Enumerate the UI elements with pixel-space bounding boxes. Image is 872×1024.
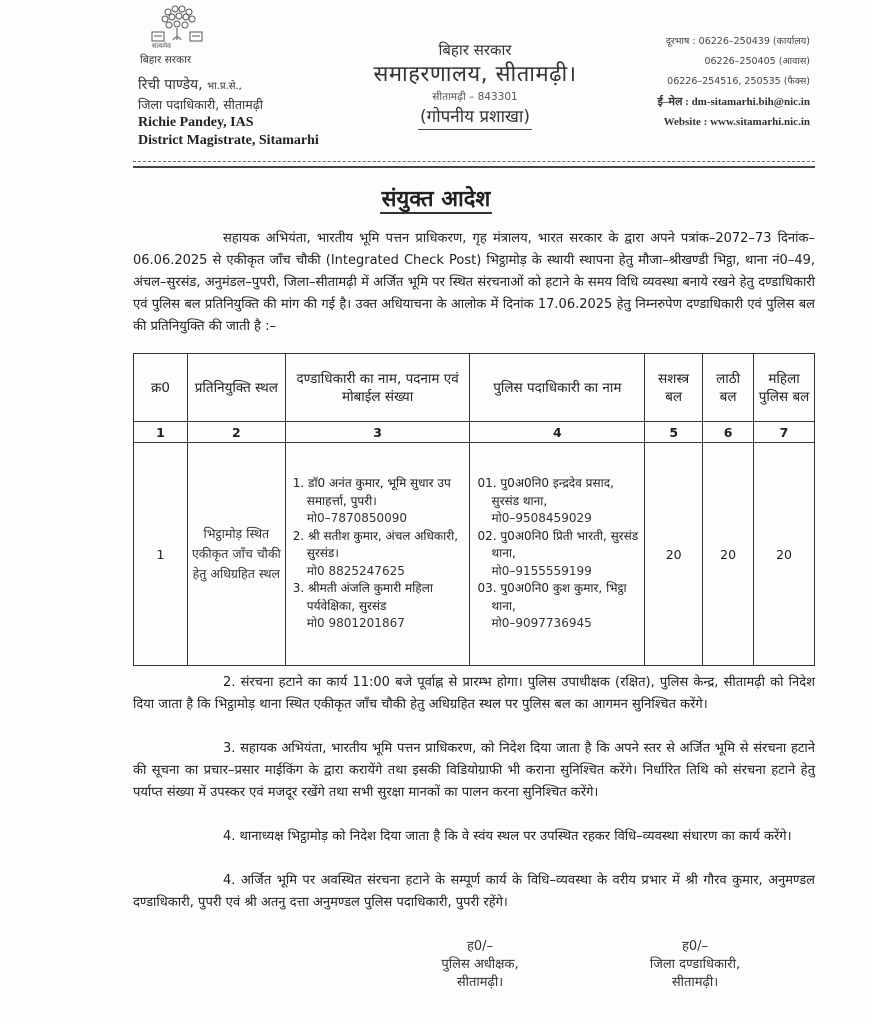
col-header-women: महिला पुलिस बल [754, 354, 815, 422]
signature-mark: ह0/– [681, 939, 709, 954]
branch-name: (गोपनीय प्रशाखा) [418, 105, 532, 130]
paragraph-intro [133, 228, 815, 338]
table-header-row [134, 354, 815, 422]
magistrate-name: 2. श्री सतीश कुमार, अंचल अधिकारी, सुरसंड। [292, 528, 459, 561]
signature-sp [400, 938, 560, 992]
signature-dm [615, 938, 775, 992]
magistrate-mobile: मो0 8825247625 [306, 563, 405, 578]
police-entry [473, 475, 641, 528]
cell-sno: 1 [134, 443, 188, 666]
signatory-designation: जिला दण्डाधिकारी, [649, 957, 741, 972]
deployment-table [133, 353, 815, 666]
police-officer-name: 03. पु0अ0नि0 कुश कुमार, भिट्ठा थाना, [477, 581, 627, 613]
table-row [134, 443, 815, 666]
office-pincode: सीतामढ़ी – 843301 [432, 91, 518, 103]
paragraph-3-text: 3. सहायक अभियंता, भारतीय भूमि पत्तन प्राधिकरण, को निदेश दिया जाता है कि अपने स्तर से अर्जित भूमि से संरचना हटाने की सूचना का प्रचार–प्रसार माईकिंग के द्वारा करायेंगे तथा इसकी विडियोग्राफी भी कराना सुनिश्चित करेंगे। निर्धारित तिथि को संरचना हटाने हेतु पर्याप्त संख्या में उपस्कर एवं मजदूर रखेंगे तथा सभी सुरक्षा मानकों का पालन करना सुनिश्चित करेंगे। [133, 741, 815, 800]
document-title-text: संयुक्त आदेश [381, 187, 491, 212]
paragraph-4-text: 4. थानाध्यक्ष भिट्ठामोड़ को निदेश दिया जाता है कि वे स्वंय स्थल पर उपस्थित रहकर विधि–व्यवस्था संधारण का कार्य करेंगे। [223, 829, 792, 844]
paragraph-2 [133, 672, 815, 716]
magistrate-entry [289, 475, 467, 528]
fax-number: 06226–254516, 250535 (फैक्स) [667, 76, 810, 87]
dm-name-hi-text: रिची पाण्डेय, [138, 77, 203, 93]
paragraph-3 [133, 738, 815, 804]
signatory-place: सीतामढ़ी। [671, 975, 719, 990]
dm-service-hi: भा.प्र.से., [207, 81, 242, 92]
website-link: Website : www.sitamarhi.nic.in [663, 116, 810, 128]
col-number: 4 [470, 422, 645, 443]
dm-title-hindi: जिला पदाधिकारी, सीतामढ़ी [138, 97, 264, 112]
col-number: 3 [285, 422, 470, 443]
dm-name-english: Richie Pandey, IAS [138, 115, 254, 130]
col-header-site: प्रतिनियुक्ति स्थल [187, 354, 285, 422]
magistrate-entry [289, 580, 467, 633]
signatory-designation: पुलिस अधीक्षक, [441, 957, 519, 972]
signatory-place: सीतामढ़ी। [456, 975, 504, 990]
police-entry [473, 580, 641, 633]
paragraph-5-text: 4. अर्जित भूमि पर अवस्थित संरचना हटाने के सम्पूर्ण कार्य के विधि–व्यवस्था के वरीय प्रभार में श्री गौरव कुमार, अनुमण्डल दण्डाधिकारी, पुपरी एवं श्री अतनु दत्ता अनुमण्डल पुलिस पदाधिकारी, पुपरी रहेंगे। [133, 873, 815, 910]
col-number: 1 [134, 422, 188, 443]
phone-office: दूरभाष : 06226–250439 (कार्यालय) [665, 36, 810, 47]
paragraph-2-text: 2. संरचना हटाने का कार्य 11:00 बजे पूर्वाह्न से प्रारम्भ होगा। पुलिस उपाधीक्षक (रक्षित), पुलिस केन्द्र, सीतामढ़ी को निदेश दिया जाता है कि भिट्ठामोड़ थाना स्थित एकीकृत जाँच चौकी हेतु अधिग्रहित स्थल पर पुलिस बल का आगमन सुनिश्चित करेंगे। [133, 675, 815, 712]
paragraph-5 [133, 870, 815, 914]
col-number: 7 [754, 422, 815, 443]
header-divider-solid [133, 166, 815, 168]
table-column-number-row [134, 422, 815, 443]
cell-site: भिट्ठामोड़ स्थित एकीकृत जाँच चौकी हेतु अधिग्रहित स्थल [187, 443, 285, 666]
cell-women-police: 20 [754, 443, 815, 666]
col-header-magistrate: दण्डाधिकारी का नाम, पदनाम एवं मोबाईल संख्या [285, 354, 470, 422]
police-officer-name: 01. पु0अ0नि0 इन्द्रदेव प्रसाद, सुरसंड थाना, [477, 476, 614, 508]
document-title [0, 183, 872, 213]
col-header-police: पुलिस पदाधिकारी का नाम [470, 354, 645, 422]
email-address: ई–मेल : dm-sitamarhi.bih@nic.in [657, 96, 810, 108]
col-number: 2 [187, 422, 285, 443]
col-number: 6 [703, 422, 754, 443]
govt-label-small: बिहार सरकार [140, 54, 192, 66]
paragraph-intro-text: सहायक अभियंता, भारतीय भूमि पत्तन प्राधिकरण, गृह मंत्रालय, भारत सरकार के द्वारा अपने पत्रांक–2072–73 दिनांक–06.06.2025 से एकीकृत जाँच चौकी (Integrated Check Post) भिट्ठामोड़ के स्थायी स्थापना हेतु मौजा–श्रीखण्डी भिट्ठा, थाना नं0–49, अंचल–सुरसंड, अनुमंडल–पुपरी, जिला–सीतामढ़ी में अर्जित भूमि पर स्थित संरचनाओं को हटाने के समय विधि व्यवस्था बनाये रखने हेतु दण्डाधिकारी एवं पुलिस बल प्रतिनियुक्ति की मांग की गई है। उक्त अधियाचना के आलोक में दिनांक 17.06.2025 हेतु निम्नरुपेण दण्डाधिकारी एवं पुलिस बल की प्रतिनियुक्ति की जाती है :– [133, 231, 815, 334]
phone-residence: 06226–250405 (आवास) [704, 56, 810, 67]
header-divider-dashed [133, 161, 815, 162]
police-mobile: मो0–9155559199 [491, 563, 592, 578]
contact-block [610, 32, 810, 132]
magistrate-entry [289, 528, 467, 581]
police-mobile: मो0–9097736945 [491, 616, 592, 631]
col-header-sno: क्र0 [134, 354, 188, 422]
cell-police-officers [470, 443, 645, 666]
cell-magistrates [285, 443, 470, 666]
cell-lathi-force: 20 [703, 443, 754, 666]
col-header-lathi: लाठी बल [703, 354, 754, 422]
office-name: समाहरणालय, सीतामढ़ी। [373, 62, 577, 87]
police-entry [473, 528, 641, 581]
magistrate-name: 1. डॉ0 अनंत कुमार, भूमि सुधार उप समाहर्त्ता, पुपरी। [292, 476, 451, 508]
police-officer-name: 02. पु0अ0नि0 प्रिती भारती, सुरसंड थाना, [477, 528, 639, 561]
dm-title-english: District Magistrate, Sitamarhi [138, 133, 319, 148]
paragraph-4 [133, 826, 815, 848]
magistrate-name: 3. श्रीमती अंजलि कुमारी महिला पर्यवेक्षिका, सुरसंड [292, 581, 433, 613]
govt-name: बिहार सरकार [438, 41, 512, 59]
emblem-caption: सत्यमेव [152, 42, 171, 50]
magistrate-mobile: मो0 9801201867 [306, 616, 405, 631]
cell-armed-force: 20 [645, 443, 703, 666]
office-heading [330, 40, 620, 130]
magistrate-mobile: मो0–7870850090 [306, 511, 408, 526]
col-header-armed: सशस्त्र बल [645, 354, 703, 422]
police-mobile: मो0–9508459029 [491, 511, 592, 526]
col-number: 5 [645, 422, 703, 443]
dm-name-hindi [138, 75, 242, 94]
signature-mark: ह0/– [466, 939, 494, 954]
